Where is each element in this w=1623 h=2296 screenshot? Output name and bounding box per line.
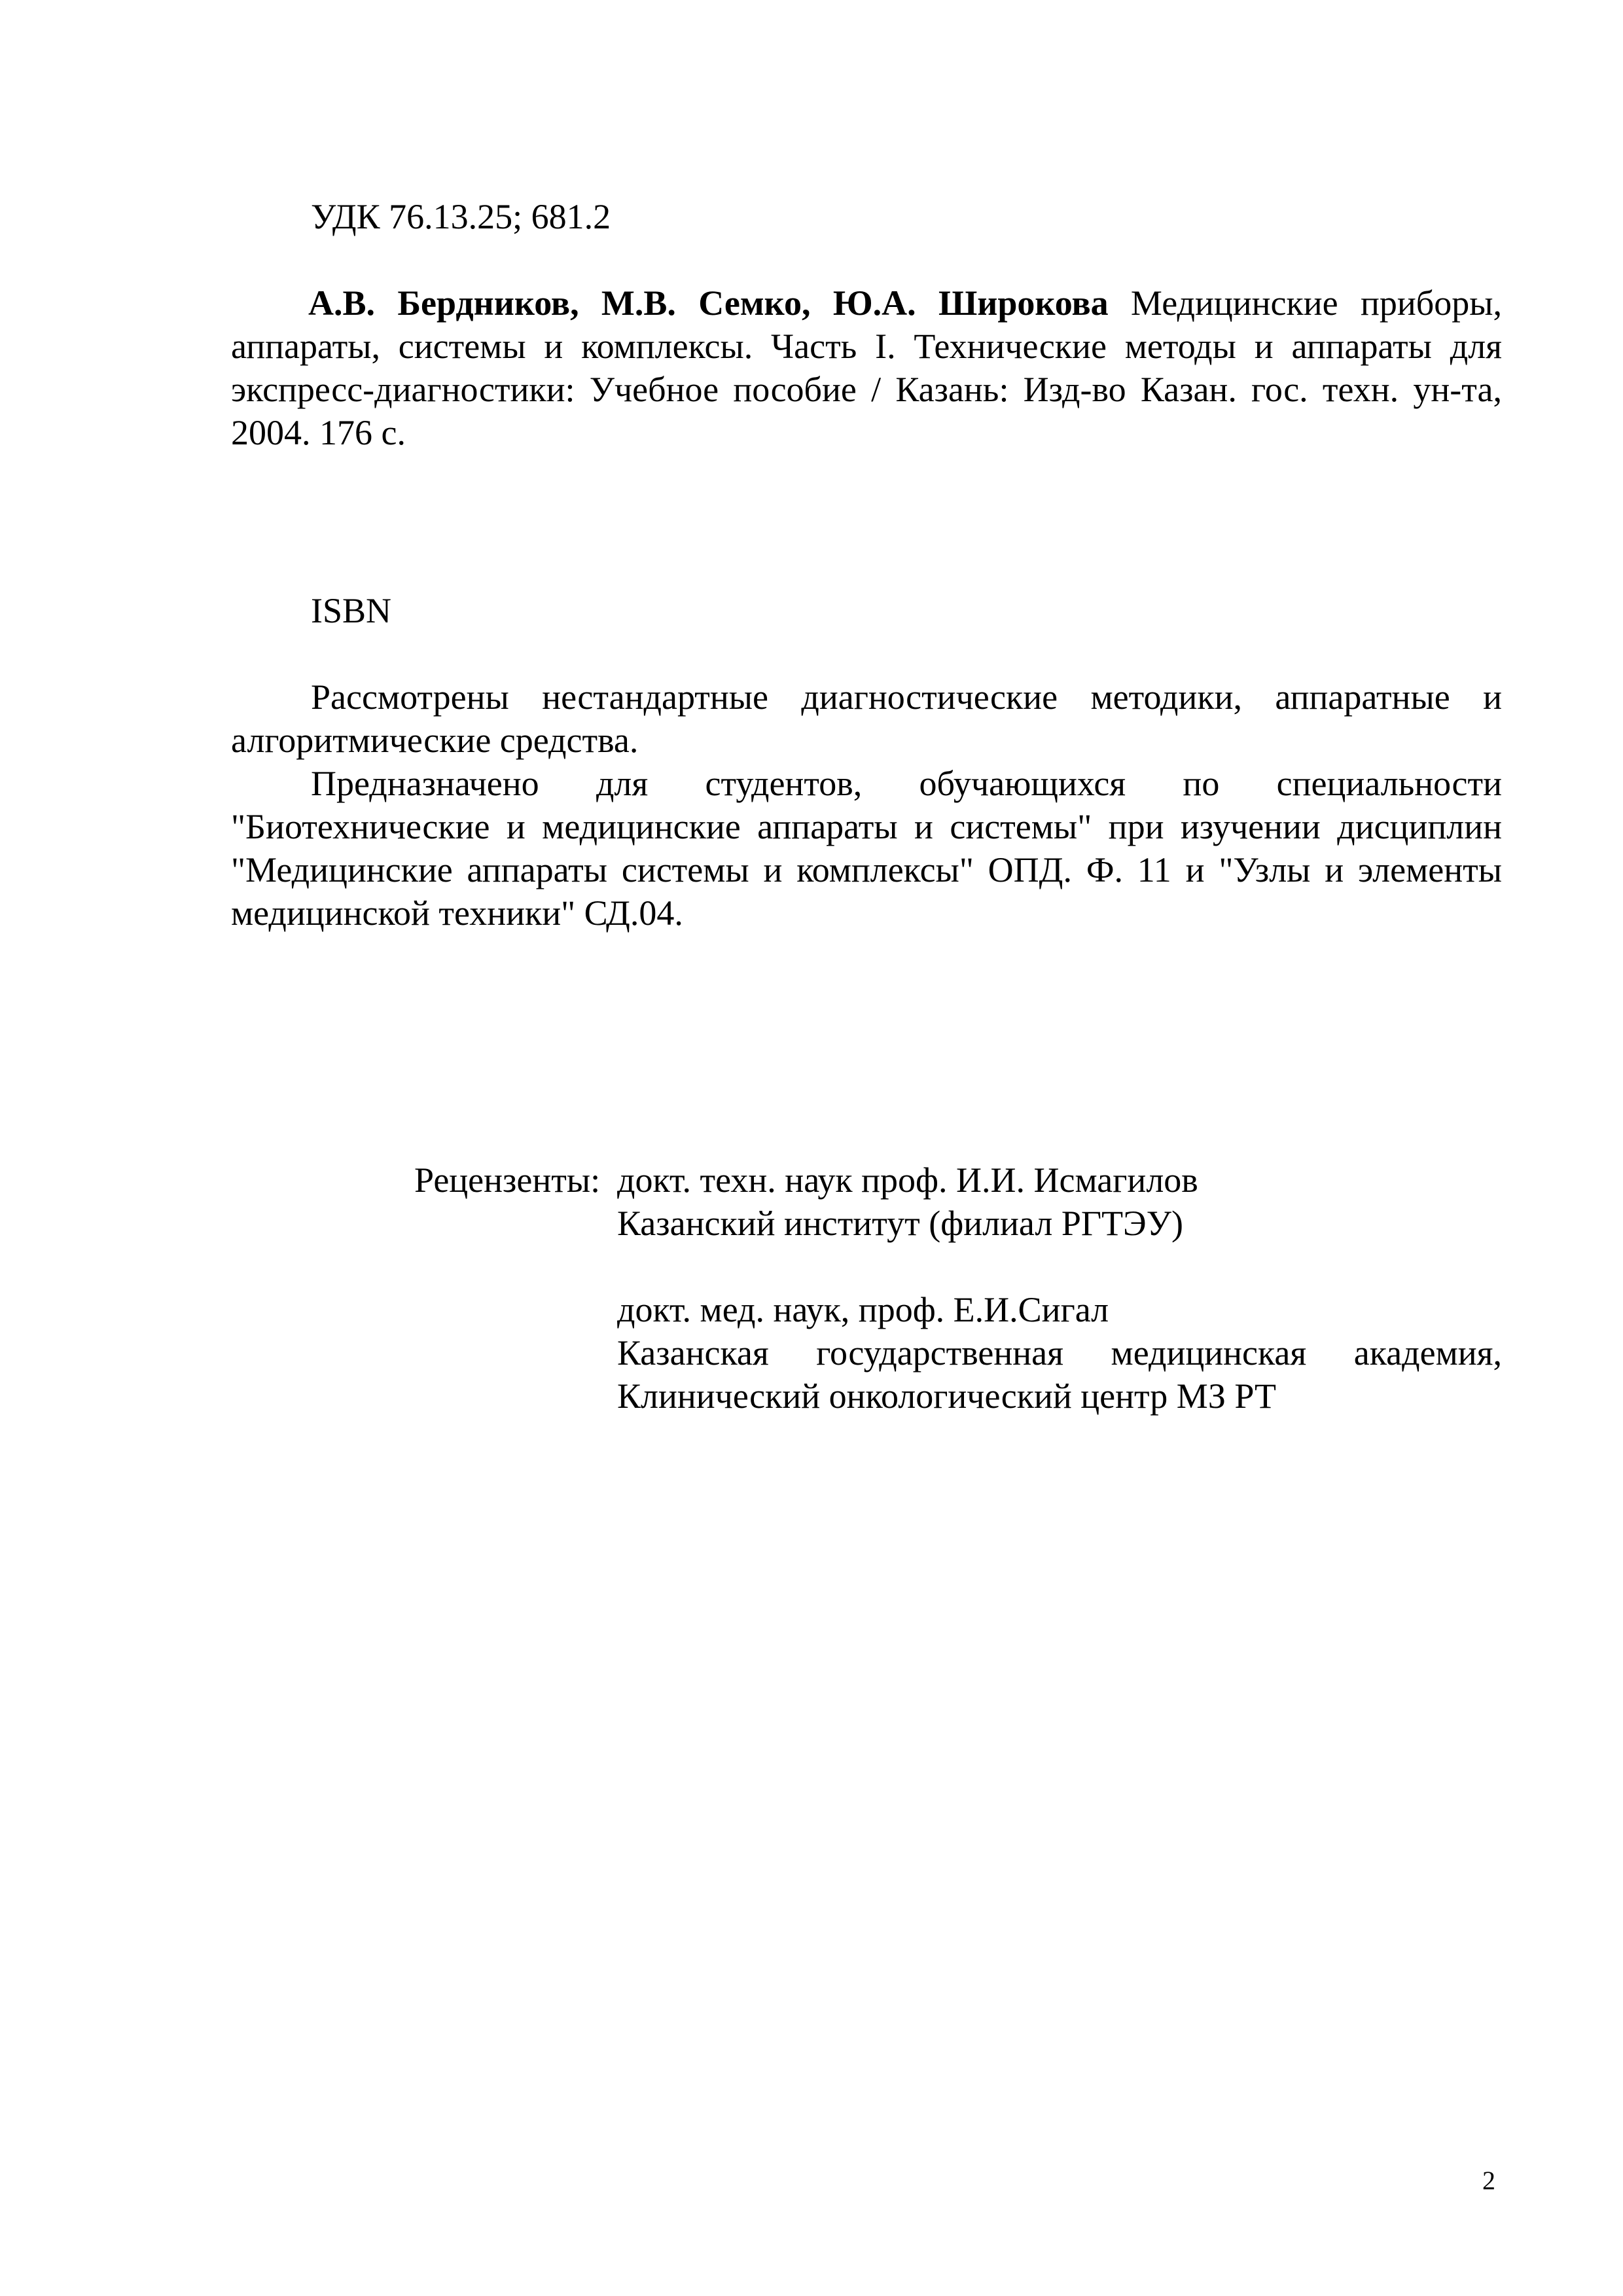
udk-code: УДК 76.13.25; 681.2 [311,197,611,236]
bibliographic-record [231,281,1502,454]
reviewers-section [414,1158,1502,1418]
reviewer-1-affiliation: Казанский институт (филиал РГТЭУ) [617,1204,1183,1243]
authors: А.В. Бердников, М.В. Семко, Ю.А. Широкова [308,283,1109,323]
reviewer-1-name: докт. техн. наук проф. И.И. Исмагилов [617,1160,1198,1200]
reviewer-2-affiliation-2: Клинический онкологический центр МЗ РТ [617,1376,1277,1416]
reviewers-label: Рецензенты: [414,1160,601,1200]
reviewer-2-affiliation-1: Казанская государственная медицинская академия, [617,1333,1502,1372]
abstract-paragraph-2: Предназначено для студентов, обучающихся по специальности "Биотехнические и медицинские аппараты и системы" при изучении дисциплин "Медицинские аппараты системы и комплексы" ОПД. Ф. 11 и "Узлы и элементы медицинской техники" СД.04. [231,764,1502,933]
abstract-paragraph-1: Рассмотрены нестандартные диагностические методики, аппаратные и алгоритмические средства. [231,677,1502,760]
isbn-label: ISBN [311,591,392,630]
reviewer-2-name: докт. мед. наук, проф. Е.И.Сигал [617,1290,1109,1329]
abstract [231,675,1502,935]
book-description: Медицинские приборы, аппараты, системы и комплексы. Часть I. Технические методы и аппараты для экспресс-диагностики: Учебное пособие / Казань: Изд-во Казан. гос. техн. ун-та, 2004. 176 с. [231,283,1502,452]
page-number: 2 [1482,2166,1495,2195]
